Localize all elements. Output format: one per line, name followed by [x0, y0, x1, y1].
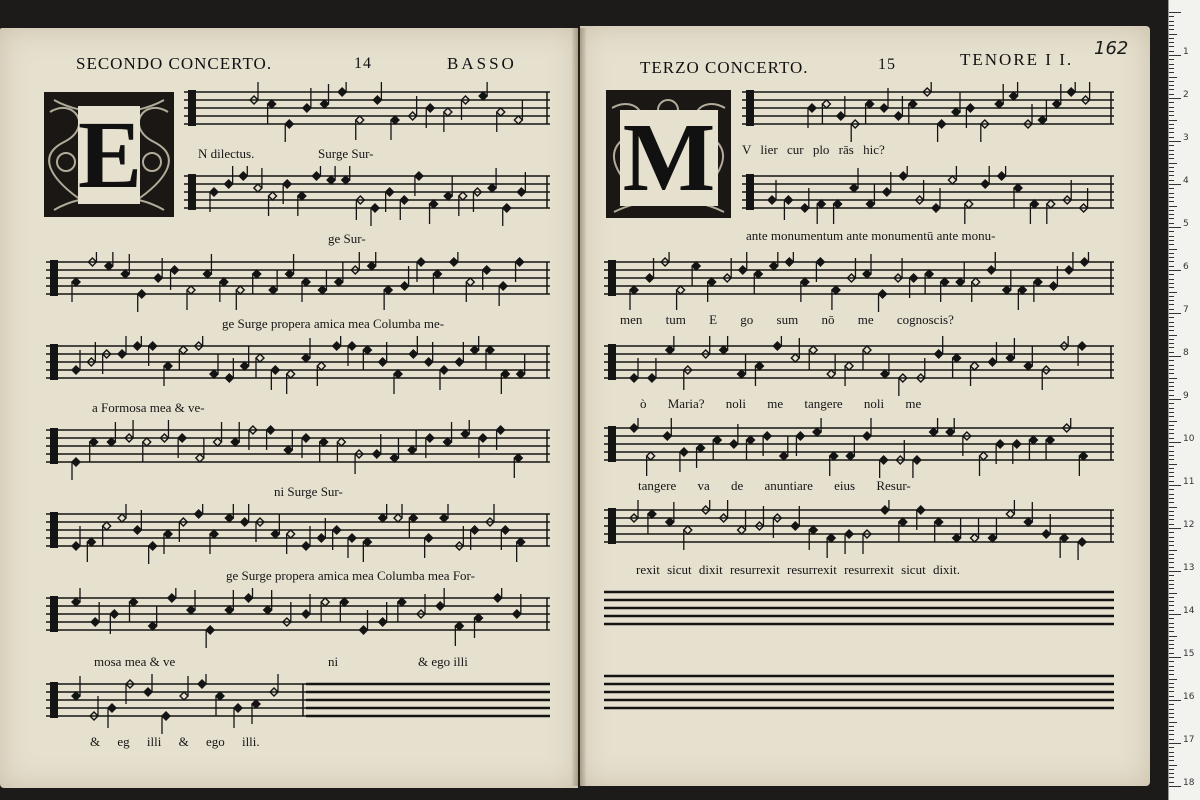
- ruler-tick: [1169, 124, 1174, 125]
- ruler-tick: [1169, 425, 1174, 426]
- ruler-tick: [1169, 636, 1177, 637]
- ruler-tick: [1169, 296, 1174, 297]
- ruler-tick: [1169, 77, 1177, 78]
- ruler-tick: [1169, 154, 1174, 155]
- music-staff: [46, 252, 550, 312]
- initial-letter: E: [78, 101, 143, 208]
- ruler-tick: [1169, 511, 1174, 512]
- ruler-tick: [1169, 679, 1177, 680]
- ruler-tick: [1169, 584, 1174, 585]
- ruler-tick: [1169, 64, 1174, 65]
- ruler-tick: [1169, 515, 1174, 516]
- ruler-tick: [1169, 356, 1181, 357]
- ruler-tick: [1169, 726, 1174, 727]
- ruler-tick: [1169, 115, 1174, 116]
- ruler-tick: [1169, 618, 1174, 619]
- ruler-tick: [1169, 765, 1177, 766]
- ruler-tick: [1169, 519, 1174, 520]
- ruler-label: 3: [1183, 133, 1189, 143]
- ruler-tick: [1169, 541, 1174, 542]
- ruler-tick: [1169, 266, 1174, 267]
- ruler-tick: [1169, 730, 1174, 731]
- ruler-tick: [1169, 562, 1174, 563]
- ruler-tick: [1169, 158, 1174, 159]
- ruler-tick: [1169, 442, 1181, 443]
- music-staff: [742, 82, 1114, 142]
- ruler-tick: [1169, 339, 1174, 340]
- lyric-line: N dilectus.: [198, 146, 255, 161]
- ruler-tick: [1169, 446, 1174, 447]
- ruler-tick: [1169, 614, 1181, 615]
- ruler-tick: [1169, 197, 1174, 198]
- ruler-label: 6: [1183, 262, 1189, 272]
- right-header-title: TERZO CONCERTO.: [640, 58, 809, 77]
- ruler-tick: [1169, 782, 1174, 783]
- ruler-tick: [1169, 257, 1174, 258]
- ruler-tick: [1169, 416, 1174, 417]
- ruler-tick: [1169, 545, 1174, 546]
- ruler-label: 9: [1183, 391, 1189, 401]
- ruler-tick: [1169, 347, 1174, 348]
- decorated-initial-m: [606, 90, 731, 218]
- ruler-tick: [1169, 687, 1174, 688]
- lyric-line: ge Surge propera amica mea Columba mea For-: [226, 568, 475, 583]
- ruler-tick: [1169, 244, 1174, 245]
- ruler-tick: [1169, 300, 1174, 301]
- ruler-tick: [1169, 360, 1174, 361]
- ruler-tick: [1169, 567, 1174, 568]
- ruler-tick: [1169, 605, 1174, 606]
- ruler-tick: [1169, 476, 1174, 477]
- ruler-tick: [1169, 528, 1181, 529]
- ruler-tick: [1169, 210, 1174, 211]
- ruler-tick: [1169, 279, 1174, 280]
- music-staff: [184, 82, 550, 142]
- ruler-tick: [1169, 433, 1174, 434]
- ruler-tick: [1169, 218, 1174, 219]
- lyric-line: tangere va de anuntiare eius Resur-: [638, 478, 911, 493]
- ruler-tick: [1169, 240, 1174, 241]
- ruler-tick: [1169, 558, 1174, 559]
- ruler-tick: [1169, 12, 1181, 13]
- ruler-label: 17: [1183, 735, 1195, 745]
- ruler-tick: [1169, 34, 1177, 35]
- ruler-tick: [1169, 188, 1174, 189]
- ruler-tick: [1169, 691, 1174, 692]
- ruler-tick: [1169, 700, 1181, 701]
- ruler-label: 14: [1183, 606, 1195, 616]
- ruler-tick: [1169, 777, 1174, 778]
- ruler-tick: [1169, 601, 1174, 602]
- ruler-tick: [1169, 739, 1174, 740]
- ruler-label: 2: [1183, 90, 1189, 100]
- ruler-tick: [1169, 236, 1174, 237]
- ruler-tick: [1169, 593, 1177, 594]
- lyric-line: ge Surge propera amica mea Columba me-: [222, 316, 445, 331]
- ruler-tick: [1169, 322, 1174, 323]
- ruler-tick: [1169, 597, 1174, 598]
- ruler-tick: [1169, 760, 1174, 761]
- ruler-tick: [1169, 386, 1174, 387]
- ruler-tick: [1169, 481, 1174, 482]
- ruler-tick: [1169, 734, 1174, 735]
- ruler-tick: [1169, 352, 1174, 353]
- lyric-line: ge Sur-: [328, 231, 366, 246]
- music-staff: [604, 252, 1114, 312]
- ruler-tick: [1169, 524, 1174, 525]
- ruler-tick: [1169, 373, 1174, 374]
- book-gutter: [572, 28, 586, 786]
- ruler-tick: [1169, 223, 1174, 224]
- ruler-tick: [1169, 141, 1181, 142]
- ruler-tick: [1169, 390, 1174, 391]
- ruler-tick: [1169, 696, 1174, 697]
- ruler-tick: [1169, 623, 1174, 624]
- ruler-tick: [1169, 150, 1174, 151]
- ruler-tick: [1169, 653, 1174, 654]
- ruler-label: 8: [1183, 348, 1189, 358]
- ruler-tick: [1169, 206, 1177, 207]
- ruler-tick: [1169, 507, 1177, 508]
- ruler-tick: [1169, 472, 1174, 473]
- ruler-tick: [1169, 709, 1174, 710]
- ruler-label: 7: [1183, 305, 1189, 315]
- ruler-label: 5: [1183, 219, 1189, 229]
- ruler-tick: [1169, 81, 1174, 82]
- ruler-tick: [1169, 25, 1174, 26]
- ruler-tick: [1169, 175, 1174, 176]
- ruler-tick: [1169, 395, 1174, 396]
- ruler-tick: [1169, 304, 1174, 305]
- ruler-tick: [1169, 167, 1174, 168]
- ruler-tick: [1169, 743, 1181, 744]
- ruler-tick: [1169, 89, 1174, 90]
- ruler-tick: [1169, 128, 1174, 129]
- ruler-tick: [1169, 489, 1174, 490]
- ruler-tick: [1169, 580, 1174, 581]
- ruler-tick: [1169, 648, 1174, 649]
- decorated-initial-e: [44, 92, 174, 217]
- ruler-tick: [1169, 94, 1174, 95]
- ruler-tick: [1169, 412, 1174, 413]
- ruler-tick: [1169, 287, 1174, 288]
- music-staff: [46, 336, 550, 396]
- ruler-tick: [1169, 403, 1174, 404]
- music-staff: [742, 166, 1114, 226]
- ruler-tick: [1169, 137, 1174, 138]
- handwritten-folio: 162: [1094, 38, 1129, 59]
- left-header-part: BASSO: [447, 54, 517, 73]
- ruler-tick: [1169, 666, 1174, 667]
- ruler-tick: [1169, 502, 1174, 503]
- ruler-tick: [1169, 752, 1174, 753]
- ruler-tick: [1169, 102, 1174, 103]
- ruler-tick: [1169, 421, 1177, 422]
- lyric-line: rexit sicut dixit resurrexit resurrexit resurrexit sicut dixit.: [636, 562, 961, 577]
- lyric-line: Surge Sur-: [318, 146, 374, 161]
- ruler-tick: [1169, 38, 1174, 39]
- ruler-tick: [1169, 674, 1174, 675]
- lyric-line: ni: [328, 654, 339, 669]
- ruler-label: 11: [1183, 477, 1195, 487]
- ruler-tick: [1169, 330, 1174, 331]
- ruler-tick: [1169, 756, 1174, 757]
- ruler-label: 15: [1183, 649, 1195, 659]
- music-staff: [46, 674, 306, 734]
- ruler-label: 1: [1183, 47, 1189, 57]
- ruler-tick: [1169, 575, 1174, 576]
- ruler-tick: [1169, 747, 1174, 748]
- ruler-label: 10: [1183, 434, 1195, 444]
- ruler-tick: [1169, 532, 1174, 533]
- lyric-line: & eg illi & ego illi.: [90, 734, 260, 749]
- empty-staff: [604, 582, 1114, 642]
- initial-letter: M: [620, 110, 718, 206]
- ruler-tick: [1169, 588, 1174, 589]
- ruler-tick: [1169, 184, 1181, 185]
- ruler-tick: [1169, 107, 1174, 108]
- ruler-tick: [1169, 292, 1177, 293]
- music-staff: [46, 588, 550, 648]
- ruler-tick: [1169, 214, 1174, 215]
- ruler-tick: [1169, 201, 1174, 202]
- ruler-tick: [1169, 455, 1174, 456]
- ruler-tick: [1169, 51, 1174, 52]
- ruler-tick: [1169, 193, 1174, 194]
- ruler-tick: [1169, 68, 1174, 69]
- ruler-tick: [1169, 85, 1174, 86]
- ruler-tick: [1169, 111, 1174, 112]
- lyric-line: ò Maria? noli me tangere noli me: [640, 396, 922, 411]
- ruler-tick: [1169, 498, 1174, 499]
- ruler-label: 4: [1183, 176, 1189, 186]
- ruler-label: 18: [1183, 778, 1195, 788]
- music-staff: [604, 418, 1114, 478]
- ruler-tick: [1169, 657, 1181, 658]
- ruler-tick: [1169, 408, 1174, 409]
- ruler-tick: [1169, 309, 1174, 310]
- ruler-tick: [1169, 326, 1174, 327]
- ruler-label: 16: [1183, 692, 1195, 702]
- lyric-line: men tum E go sum nō me cognoscis?: [620, 312, 954, 327]
- lyric-line: V lier cur plo rās hic?: [742, 142, 885, 157]
- ruler-tick: [1169, 313, 1181, 314]
- left-header-title: SECONDO CONCERTO.: [76, 54, 273, 73]
- ruler-tick: [1169, 163, 1177, 164]
- ruler-tick: [1169, 335, 1177, 336]
- right-page-number: 15: [878, 56, 896, 73]
- ruler-tick: [1169, 451, 1174, 452]
- ruler-tick: [1169, 16, 1174, 17]
- lyric-line: mosa mea & ve: [94, 654, 176, 669]
- empty-staff: [306, 674, 550, 734]
- ruler-tick: [1169, 683, 1174, 684]
- ruler-tick: [1169, 786, 1181, 787]
- ruler-tick: [1169, 468, 1174, 469]
- ruler-tick: [1169, 180, 1174, 181]
- ruler-tick: [1169, 464, 1177, 465]
- lyric-line: ante monumentum ante monumentū ante monu-: [746, 228, 996, 243]
- ruler-tick: [1169, 231, 1174, 232]
- ruler-tick: [1169, 537, 1174, 538]
- ruler-tick: [1169, 704, 1174, 705]
- ruler-tick: [1169, 42, 1174, 43]
- music-staff: [604, 336, 1114, 396]
- ruler-tick: [1169, 610, 1174, 611]
- ruler-tick: [1169, 640, 1174, 641]
- ruler-tick: [1169, 494, 1174, 495]
- ruler-tick: [1169, 270, 1181, 271]
- ruler-tick: [1169, 369, 1174, 370]
- ruler-tick: [1169, 261, 1174, 262]
- ruler-tick: [1169, 274, 1174, 275]
- ruler-label: 12: [1183, 520, 1195, 530]
- ruler-tick: [1169, 365, 1174, 366]
- ruler-tick: [1169, 46, 1174, 47]
- ruler-tick: [1169, 631, 1174, 632]
- ruler-label: 13: [1183, 563, 1195, 573]
- ruler-tick: [1169, 382, 1174, 383]
- ruler-tick: [1169, 120, 1177, 121]
- ruler-tick: [1169, 132, 1174, 133]
- ruler-tick: [1169, 773, 1174, 774]
- ruler-tick: [1169, 29, 1174, 30]
- music-staff: [46, 420, 550, 480]
- ruler-tick: [1169, 227, 1181, 228]
- ruler-tick: [1169, 644, 1174, 645]
- ruler-tick: [1169, 145, 1174, 146]
- lyric-line: ni Surge Sur-: [274, 484, 343, 499]
- ruler-tick: [1169, 661, 1174, 662]
- ruler-tick: [1169, 769, 1174, 770]
- ruler-tick: [1169, 670, 1174, 671]
- lyric-line: & ego illi: [418, 654, 468, 669]
- ruler-tick: [1169, 429, 1174, 430]
- ruler-tick: [1169, 283, 1174, 284]
- ruler-tick: [1169, 438, 1174, 439]
- left-page-number: 14: [354, 55, 372, 72]
- empty-staff: [604, 666, 1114, 726]
- ruler-tick: [1169, 249, 1177, 250]
- ruler-tick: [1169, 550, 1177, 551]
- ruler-tick: [1169, 627, 1174, 628]
- right-header-part: TENORE I I.: [960, 50, 1074, 69]
- lyric-line: a Formosa mea & ve-: [92, 400, 205, 415]
- ruler-tick: [1169, 171, 1174, 172]
- ruler-tick: [1169, 399, 1181, 400]
- ruler-tick: [1169, 343, 1174, 344]
- music-staff: [46, 504, 550, 564]
- ruler-tick: [1169, 253, 1174, 254]
- ruler-tick: [1169, 72, 1174, 73]
- ruler-tick: [1169, 717, 1174, 718]
- ruler-tick: [1169, 317, 1174, 318]
- ruler-tick: [1169, 459, 1174, 460]
- ruler-tick: [1169, 713, 1174, 714]
- music-staff: [604, 500, 1114, 560]
- ruler-tick: [1169, 55, 1181, 56]
- scale-ruler: [1168, 0, 1200, 800]
- ruler-tick: [1169, 485, 1181, 486]
- ruler-tick: [1169, 59, 1174, 60]
- ruler-tick: [1169, 378, 1177, 379]
- ruler-tick: [1169, 98, 1181, 99]
- ruler-tick: [1169, 21, 1174, 22]
- ruler-tick: [1169, 571, 1181, 572]
- music-staff: [184, 166, 550, 226]
- ruler-tick: [1169, 722, 1177, 723]
- ruler-tick: [1169, 554, 1174, 555]
